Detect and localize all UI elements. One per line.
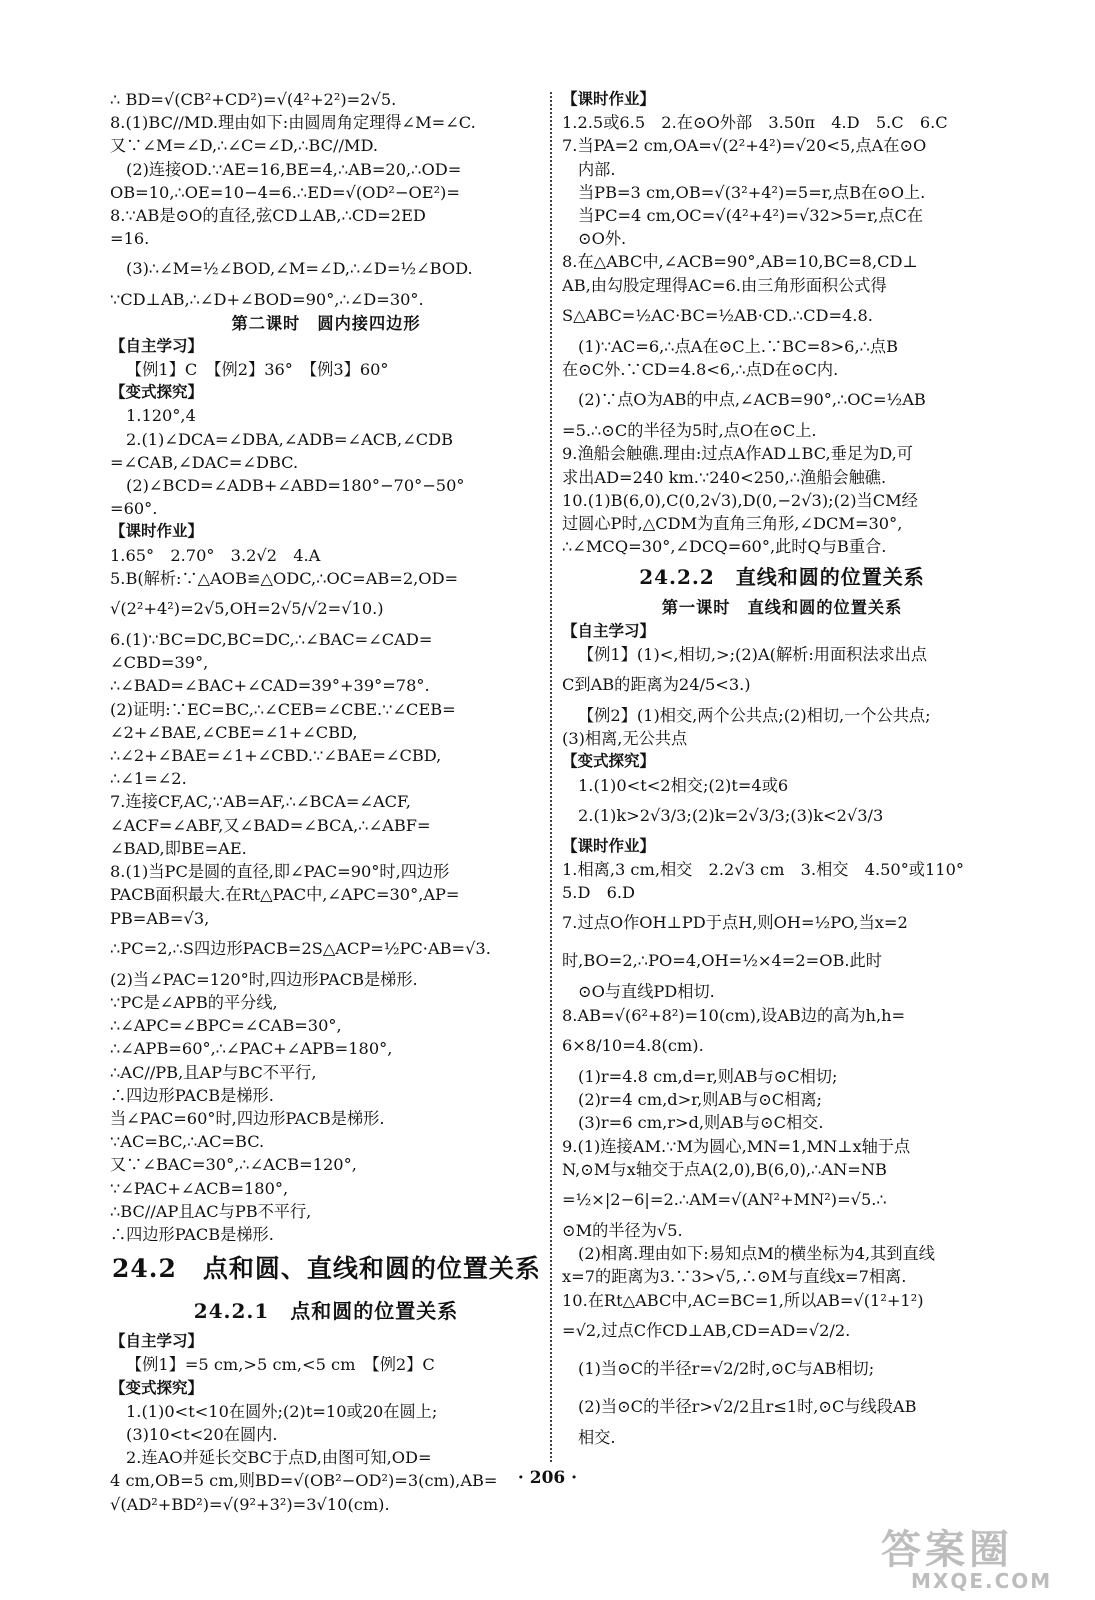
text-line: ∠ACF=∠ABF,又∠BAD=∠BCA,∴∠ABF= — [110, 815, 431, 835]
text-line: ∴∠APC=∠BPC=∠CAB=30°, — [110, 1016, 342, 1036]
text-line: ∠BAD,即BE=AE. — [110, 838, 247, 858]
text-line: (1)当⊙C的半径r=√2/2时,⊙C与AB相切; — [578, 1358, 875, 1378]
text-line: 【变式探究】 — [562, 752, 656, 771]
text-line: 时,BO=2,∴PO=4,OH=½×4=2=OB.此时 — [562, 951, 882, 971]
text-line: 过圆心P时,△CDM为直角三角形,∠DCM=30°, — [562, 514, 903, 534]
text-line: (2)证明:∵EC=BC,∴∠CEB=∠CBE.∵∠CEB= — [110, 699, 456, 719]
text-line: 【课时作业】 — [562, 90, 656, 108]
text-line: 相交. — [578, 1427, 616, 1447]
text-line: (2)当⊙C的半径r>√2/2且r≤1时,⊙C与线段AB — [578, 1396, 917, 1416]
text-line: 【例1】C 【例2】36° 【例3】60° — [126, 360, 389, 380]
text-line: (3)10<t<20在圆内. — [126, 1424, 278, 1444]
text-line: ⊙O与直线PD相切. — [578, 982, 715, 1002]
text-line: 7.过点O作OH⊥PD于点H,则OH=½PO,当x=2 — [562, 913, 908, 933]
text-line: 24.2.1 点和圆的位置关系 — [193, 1299, 459, 1324]
text-line: 【例1】(1)<,相切,>;(2)A(解析:用面积法求出点 — [578, 644, 928, 664]
text-line: ∴BC//AP且AC与PB不平行, — [110, 1201, 312, 1221]
text-line: 【自主学习】 — [562, 621, 656, 640]
text-line: 1.相离,3 cm,相交 2.2√3 cm 3.相交 4.50°或110° — [562, 860, 964, 880]
left-column — [110, 88, 542, 1516]
text-line: 内部. — [578, 159, 616, 179]
text-line: 8.(1)当PC是圆的直径,即∠PAC=90°时,四边形 — [110, 862, 450, 882]
text-line: 当∠PAC=60°时,四边形PACB是梯形. — [110, 1108, 385, 1128]
column-divider — [550, 92, 552, 1462]
text-line: 【课时作业】 — [110, 522, 204, 541]
text-line: 7.连接CF,AC,∵AB=AF,∴∠BCA=∠ACF, — [110, 792, 411, 812]
text-line: (2)∵点O为AB的中点,∠ACB=90°,∴OC=½AB — [578, 390, 926, 410]
text-line: =√2,过点C作CD⊥AB,CD=AD=√2/2. — [562, 1320, 851, 1340]
text-line: 8.AB=√(6²+8²)=10(cm),设AB边的高为h,h= — [562, 1005, 906, 1025]
text-line: 【例1】=5 cm,>5 cm,<5 cm 【例2】C — [126, 1355, 435, 1375]
watermark-logo — [881, 1518, 1081, 1593]
text-line: (2)相离.理由如下:易知点M的横坐标为4,其到直线 — [578, 1244, 935, 1264]
text-line: N,⊙M与x轴交于点A(2,0),B(6,0),∴AN=NB — [562, 1159, 887, 1179]
text-line: PACB面积最大.在Rt△PAC中,∠APC=30°,AP= — [110, 885, 460, 905]
text-line: ⊙O外. — [578, 229, 627, 249]
text-line: 4 cm,OB=5 cm,则BD=√(OB²−OD²)=3(cm),AB= — [110, 1471, 498, 1491]
text-line: =60°. — [110, 499, 158, 519]
text-line: 在⊙C外.∵CD=4.8<6,∴点D在⊙C内. — [562, 360, 839, 380]
text-line: ∵PC是∠APB的平分线, — [110, 992, 278, 1012]
text-line: ∴四边形PACB是梯形. — [110, 1224, 274, 1244]
text-line: 又∵∠BAC=30°,∴∠ACB=120°, — [110, 1155, 357, 1175]
text-line: 第一课时 直线和圆的位置关系 — [661, 598, 903, 618]
text-line: 1.(1)0<t<2相交;(2)t=4或6 — [578, 775, 789, 795]
watermark-cn: 答案圈 — [881, 1527, 1013, 1573]
text-line: ∴∠1=∠2. — [110, 769, 187, 789]
text-line: PB=AB=√3, — [110, 908, 210, 928]
text-line: 10.在Rt△ABC中,AC=BC=1,所以AB=√(1²+1²) — [562, 1290, 924, 1310]
text-line: ∴PC=2,∴S四边形PACB=2S△ACP=½PC·AB=√3. — [110, 938, 491, 958]
text-line: 9.(1)连接AM.∵M为圆心,MN=1,MN⊥x轴于点 — [562, 1136, 911, 1156]
text-line: OB=10,∴OE=10−4=6.∴ED=√(OD²−OE²)= — [110, 182, 460, 202]
text-line: ∴∠BAD=∠BAC+∠CAD=39°+39°=78°. — [110, 676, 430, 696]
text-line: 8.∵AB是⊙O的直径,弦CD⊥AB,∴CD=2ED — [110, 206, 426, 226]
watermark-en: MXQE.COM — [911, 1569, 1053, 1593]
text-line: C到AB的距离为24/5<3.) — [562, 675, 751, 695]
text-line: 【课时作业】 — [562, 836, 656, 855]
text-line: 10.(1)B(6,0),C(0,2√3),D(0,−2√3);(2)当CM经 — [562, 490, 918, 510]
text-line: =½×|2−6|=2.∴AM=√(AN²+MN²)=√5.∴ — [562, 1189, 887, 1209]
text-line: ∵AC=BC,∴AC=BC. — [110, 1132, 265, 1152]
text-line: (2)当∠PAC=120°时,四边形PACB是梯形. — [110, 969, 418, 989]
text-line: 又∵∠M=∠D,∴∠C=∠D,∴BC//MD. — [110, 136, 379, 156]
text-line: =∠CAB,∠DAC=∠DBC. — [110, 452, 299, 472]
text-line: 2.(1)∠DCA=∠DBA,∠ADB=∠ACB,∠CDB — [126, 429, 454, 449]
text-line: S△ABC=½AC·BC=½AB·CD.∴CD=4.8. — [562, 305, 873, 325]
text-line: 5.D 6.D — [562, 883, 636, 903]
page-number: · 206 · — [517, 1468, 578, 1488]
text-line: ∠2+∠BAE,∠CBE=∠1+∠CBD, — [110, 722, 358, 742]
right-column — [562, 88, 1002, 1449]
text-line: 【变式探究】 — [110, 1378, 204, 1397]
text-line: 2.连AO并延长交BC于点D,由图可知,OD= — [126, 1448, 432, 1468]
text-line: x=7的距离为3.∵3>√5,∴⊙M与直线x=7相离. — [562, 1267, 907, 1287]
text-line: ∴∠APB=60°,∴∠PAC+∠APB=180°, — [110, 1039, 393, 1059]
text-line: 当PC=4 cm,OC=√(4²+4²)=√32>5=r,点C在 — [578, 206, 924, 226]
text-line: 【自主学习】 — [110, 1332, 204, 1351]
text-line: 当PB=3 cm,OB=√(3²+4²)=5=r,点B在⊙O上. — [578, 182, 926, 202]
text-line: √(AD²+BD²)=√(9²+3²)=3√10(cm). — [110, 1494, 390, 1514]
text-line: 5.B(解析:∵△AOB≌△ODC,∴OC=AB=2,OD= — [110, 568, 459, 588]
text-line: (1)∵AC=6,∴点A在⊙C上.∵BC=8>6,∴点B — [578, 336, 898, 356]
text-line: 24.2.2 直线和圆的位置关系 — [639, 565, 925, 590]
text-line: 8.在△ABC中,∠ACB=90°,AB=10,BC=8,CD⊥ — [562, 252, 918, 272]
text-line: ∴∠2+∠BAE=∠1+∠CBD.∵∠BAE=∠CBD, — [110, 746, 442, 766]
text-line: =5.∴⊙C的半径为5时,点O在⊙C上. — [562, 421, 817, 441]
text-line: (1)r=4.8 cm,d=r,则AB与⊙C相切; — [578, 1066, 838, 1086]
text-line: 1.(1)0<t<10在圆外;(2)t=10或20在圆上; — [126, 1401, 438, 1421]
text-line: (2)∠BCD=∠ADB+∠ABD=180°−70°−50° — [126, 476, 465, 496]
text-line: ∴ BD=√(CB²+CD²)=√(4²+2²)=2√5. — [110, 90, 397, 109]
text-line: 24.2 点和圆、直线和圆的位置关系 — [112, 1254, 541, 1284]
text-line: √(2²+4²)=2√5,OH=2√5/√2=√10.) — [110, 599, 384, 619]
text-line: 第二课时 圆内接四边形 — [231, 313, 421, 333]
text-line: 8.(1)BC//MD.理由如下:由圆周角定理得∠M=∠C. — [110, 113, 476, 133]
text-line: (3)∴∠M=½∠BOD,∠M=∠D,∴∠D=½∠BOD. — [126, 259, 473, 279]
text-line: AB,由勾股定理得AC=6.由三角形面积公式得 — [562, 275, 887, 295]
text-line: ∵∠PAC+∠ACB=180°, — [110, 1178, 289, 1198]
text-line: 9.渔船会触礁.理由:过点A作AD⊥BC,垂足为D,可 — [562, 444, 913, 464]
text-line: 1.120°,4 — [126, 406, 196, 426]
text-line: ∠CBD=39°, — [110, 653, 209, 673]
text-line: ∴∠MCQ=30°,∠DCQ=60°,此时Q与B重合. — [562, 537, 887, 557]
text-line: 6.(1)∵BC=DC,BC=DC,∴∠BAC=∠CAD= — [110, 630, 433, 650]
text-line: 6×8/10=4.8(cm). — [562, 1035, 704, 1055]
text-line: 2.(1)k>2√3/3;(2)k=2√3/3;(3)k<2√3/3 — [578, 805, 884, 825]
text-line: (3)r=6 cm,r>d,则AB与⊙C相交. — [578, 1113, 824, 1133]
text-line: (2)连接OD.∵AE=16,BE=4,∴AB=20,∴OD= — [126, 159, 462, 179]
text-line: ∴AC//PB,且AP与BC不平行, — [110, 1062, 317, 1082]
text-line: 求出AD=240 km.∵240<250,∴渔船会触礁. — [562, 467, 887, 487]
text-line: ∴四边形PACB是梯形. — [110, 1085, 274, 1105]
text-line: (2)r=4 cm,d>r,则AB与⊙C相离; — [578, 1090, 823, 1110]
text-line: 【自主学习】 — [110, 336, 204, 355]
text-line: 1.65° 2.70° 3.2√2 4.A — [110, 545, 321, 565]
text-line: 7.当PA=2 cm,OA=√(2²+4²)=√20<5,点A在⊙O — [562, 136, 927, 156]
text-line: =16. — [110, 229, 150, 249]
text-line: ∵CD⊥AB,∴∠D+∠BOD=90°,∴∠D=30°. — [110, 290, 424, 310]
text-line: 【例2】(1)相交,两个公共点;(2)相切,一个公共点; — [578, 706, 931, 726]
text-line: ⊙M的半径为√5. — [562, 1220, 683, 1240]
text-line: (3)相离,无公共点 — [562, 729, 688, 749]
text-line: 【变式探究】 — [110, 383, 204, 402]
text-line: 1.2.5或6.5 2.在⊙O外部 3.50π 4.D 5.C 6.C — [562, 113, 948, 133]
